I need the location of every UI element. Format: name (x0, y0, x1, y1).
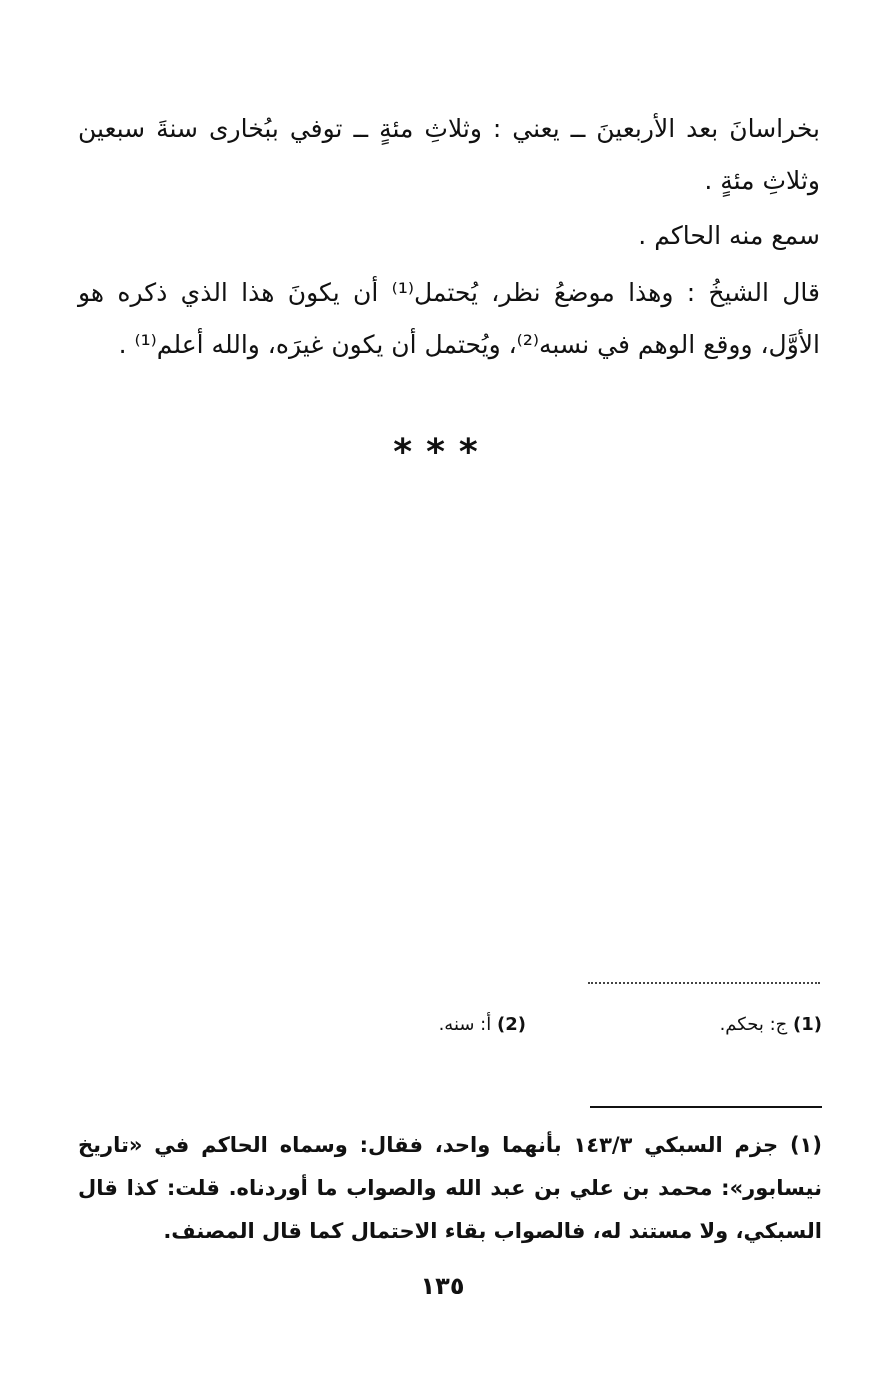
variant-note-1 (720, 1014, 822, 1035)
variant-notes-divider (588, 982, 820, 990)
footnote-rule (590, 1106, 822, 1108)
page-number: ١٣٥ (420, 1272, 465, 1300)
variant-note-marker: (1) (793, 1014, 822, 1035)
variant-note-text: أ: سنه. (438, 1014, 492, 1035)
variant-notes (300, 1014, 822, 1048)
body-paragraph-2: سمع منه الحاكم . (638, 221, 820, 250)
variant-note-marker: (2) (497, 1014, 526, 1035)
variant-note-text: ج: بحكم. (719, 1014, 788, 1035)
body-paragraph-1: بخراسانَ بعد الأربعينَ ــ يعني : وثلاثِ مئةٍ ــ توفي ببُخارى سنةَ سبعين وثلاثِ مئةٍ . (78, 114, 820, 195)
body-paragraph-3: قال الشيخُ : وهذا موضعُ نظر، يُحتمل⁽¹⁾ أن يكونَ هذا الذي ذكره هو الأوَّل، ووقع الوهم في نسبه⁽²⁾، ويُحتمل أن يكون غيرَه، والله أعلم⁽¹⁾ . (78, 278, 820, 359)
variant-note-2 (439, 1014, 526, 1035)
section-separator: *** (393, 432, 492, 473)
footnote: (١) جزم السبكي ١٤٣/٣ بأنهما واحد، فقال: وسماه الحاكم في «تاريخ نيسابور»: محمد بن علي بن عبد الله والصواب ما أوردناه. قلت: كذا قال السبكي، ولا مستند له، فالصواب بقاء الاحتمال كما قال المصنف. (78, 1133, 822, 1243)
